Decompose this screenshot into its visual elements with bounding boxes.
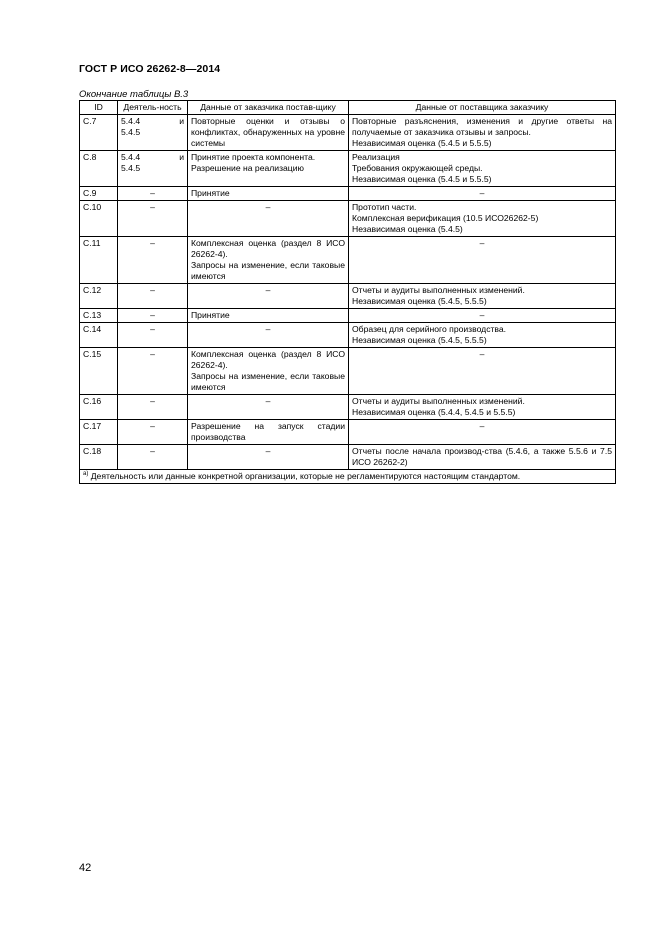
row-supplier-data: [349, 201, 616, 237]
row-id: C.18: [80, 445, 118, 470]
row-customer-data: –: [188, 395, 349, 420]
row-customer-data-line: Комплексная оценка (раздел 8 ИСО 26262-4).: [191, 238, 345, 259]
row-activity: –: [118, 284, 188, 309]
row-supplier-data-line: Независимая оценка (5.4.5): [352, 224, 463, 234]
row-id: C.8: [80, 151, 118, 187]
row-activity: [118, 151, 188, 187]
footnote-text: Деятельность или данные конкретной организации, которые не регламентируются настоящим стандартом.: [90, 471, 521, 481]
row-supplier-data-line: Комплексная верификация (10.5 ИСО26262-5): [352, 213, 539, 223]
page-number: 42: [79, 862, 92, 874]
row-supplier-data-line: Независимая оценка (5.4.5, 5.5.5): [352, 335, 487, 345]
footnote: [80, 470, 616, 484]
activity-clause: 5.4.4: [121, 116, 141, 126]
row-customer-data: [188, 187, 349, 201]
table-row: [80, 348, 616, 395]
row-activity: –: [118, 420, 188, 445]
row-supplier-data: [349, 284, 616, 309]
row-supplier-data: –: [349, 348, 616, 395]
row-activity: –: [118, 395, 188, 420]
row-activity: –: [118, 348, 188, 395]
row-id: C.17: [80, 420, 118, 445]
row-activity: –: [118, 445, 188, 470]
row-supplier-data: [349, 445, 616, 470]
row-supplier-data: [349, 151, 616, 187]
activity-clause: 5.4.5: [121, 127, 141, 137]
row-customer-data-line: Повторные оценки и отзывы о конфликтах, обнаруженных на уровне системы: [191, 116, 345, 148]
row-customer-data-line: Запросы на изменение, если таковые имеются: [191, 260, 345, 281]
table-row: [80, 187, 616, 201]
column-header-supplier-data: Данные от поставщика заказчику: [349, 101, 616, 115]
row-supplier-data-line: Отчеты и аудиты выполненных изменений.: [352, 396, 525, 406]
row-id: C.11: [80, 237, 118, 284]
document-header: ГОСТ Р ИСО 26262-8—2014: [79, 63, 221, 75]
row-supplier-data: [349, 395, 616, 420]
table-row: [80, 309, 616, 323]
column-header-activity: Деятель-ность: [118, 101, 188, 115]
table-row: [80, 445, 616, 470]
row-activity: –: [118, 237, 188, 284]
row-activity: [118, 115, 188, 151]
row-customer-data: [188, 309, 349, 323]
table-row: [80, 323, 616, 348]
row-customer-data: [188, 420, 349, 445]
row-supplier-data-line: Независимая оценка (5.4.5 и 5.5.5): [352, 138, 492, 148]
footnote-mark: a): [83, 471, 89, 478]
row-supplier-data-line: Реализация: [352, 152, 400, 162]
row-supplier-data-line: Отчеты и аудиты выполненных изменений.: [352, 285, 525, 295]
table-header-row: [80, 101, 616, 115]
row-activity: –: [118, 201, 188, 237]
row-customer-data: [188, 237, 349, 284]
row-customer-data-line: Принятие: [191, 310, 230, 320]
row-customer-data: –: [188, 284, 349, 309]
row-id: C.7: [80, 115, 118, 151]
row-id: C.12: [80, 284, 118, 309]
activity-clause: 5.4.4: [121, 152, 141, 162]
row-customer-data-line: Разрешение на реализацию: [191, 163, 304, 173]
table-row: [80, 284, 616, 309]
table-row: [80, 420, 616, 445]
row-customer-data-line: Разрешение на запуск стадии производства: [191, 421, 345, 442]
row-supplier-data: –: [349, 420, 616, 445]
table-row: [80, 151, 616, 187]
row-customer-data: [188, 151, 349, 187]
row-customer-data: –: [188, 445, 349, 470]
activity-conjunction: и: [179, 116, 184, 126]
row-activity: –: [118, 309, 188, 323]
row-supplier-data: –: [349, 237, 616, 284]
row-activity: –: [118, 187, 188, 201]
row-supplier-data-line: Требования окружающей среды.: [352, 163, 483, 173]
row-supplier-data-line: Образец для серийного производства.: [352, 324, 507, 334]
row-id: C.9: [80, 187, 118, 201]
row-id: C.16: [80, 395, 118, 420]
row-supplier-data: [349, 115, 616, 151]
table-row: [80, 115, 616, 151]
table-caption: Окончание таблицы B.3: [79, 89, 189, 100]
row-supplier-data-line: Отчеты после начала производ-ства (5.4.6, а также 5.5.6 и 7.5 ИСО 26262-2): [352, 446, 612, 467]
table-b3: [79, 100, 616, 484]
row-activity: –: [118, 323, 188, 348]
table-row: [80, 395, 616, 420]
row-id: C.14: [80, 323, 118, 348]
row-supplier-data: [349, 323, 616, 348]
row-customer-data-line: Запросы на изменение, если таковые имеются: [191, 371, 345, 392]
row-supplier-data-line: Независимая оценка (5.4.5, 5.5.5): [352, 296, 487, 306]
row-customer-data-line: Комплексная оценка (раздел 8 ИСО 26262-4).: [191, 349, 345, 370]
footnote-row: [80, 470, 616, 484]
row-customer-data: –: [188, 201, 349, 237]
row-customer-data-line: Принятие проекта компонента.: [191, 152, 316, 162]
row-supplier-data-line: Повторные разъяснения, изменения и другие ответы на получаемые от заказчика отзывы и запросы.: [352, 116, 612, 137]
row-supplier-data-line: Независимая оценка (5.4.4, 5.4.5 и 5.5.5): [352, 407, 516, 417]
activity-clause: 5.4.5: [121, 163, 141, 173]
row-supplier-data: –: [349, 309, 616, 323]
column-header-customer-data: Данные от заказчика постав-щику: [188, 101, 349, 115]
row-id: C.13: [80, 309, 118, 323]
row-customer-data: –: [188, 323, 349, 348]
table-row: [80, 201, 616, 237]
row-supplier-data: –: [349, 187, 616, 201]
row-customer-data: [188, 348, 349, 395]
activity-conjunction: и: [179, 152, 184, 162]
table-row: [80, 237, 616, 284]
column-header-id: ID: [80, 101, 118, 115]
row-supplier-data-line: Независимая оценка (5.4.5 и 5.5.5): [352, 174, 492, 184]
row-customer-data-line: Принятие: [191, 188, 230, 198]
row-supplier-data-line: Прототип части.: [352, 202, 417, 212]
row-id: C.15: [80, 348, 118, 395]
row-customer-data: [188, 115, 349, 151]
row-id: C.10: [80, 201, 118, 237]
